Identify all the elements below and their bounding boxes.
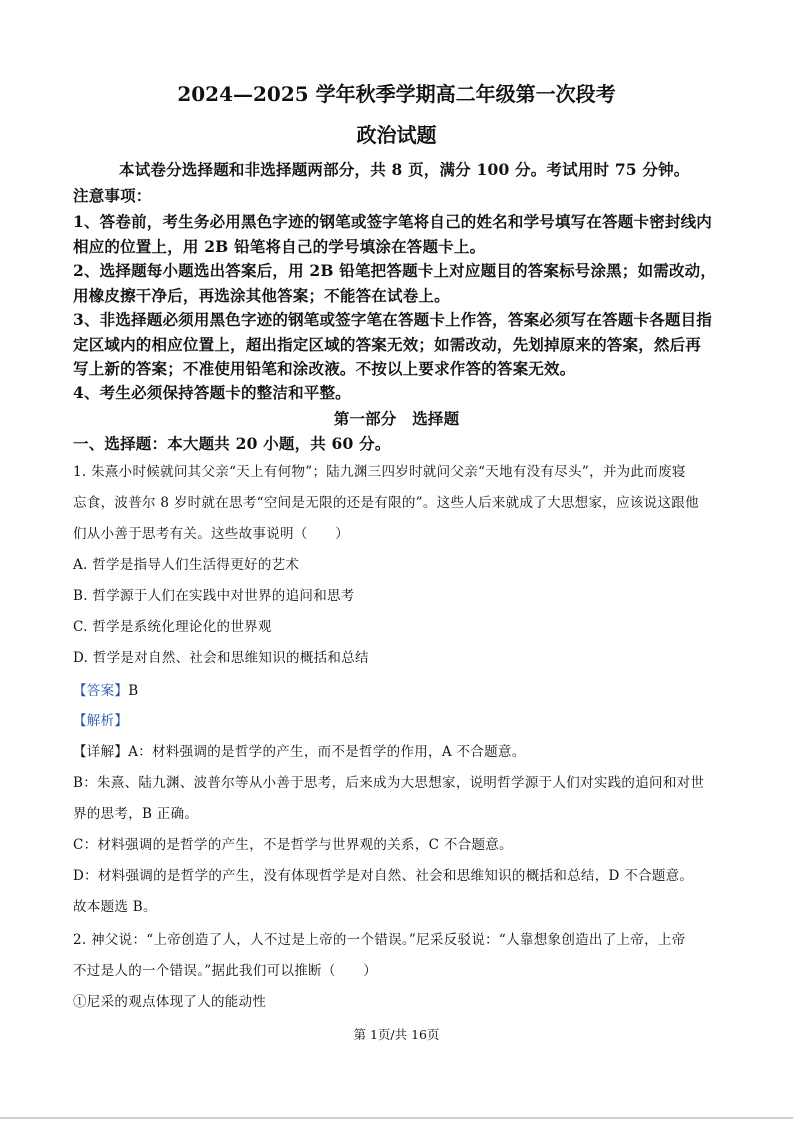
notice-line: 4、考生必须保持答题卡的整洁和平整。 — [73, 383, 351, 402]
notice-line: 相应的位置上，用 2B 铅笔将自己的学号填涂在答题卡上。 — [73, 237, 486, 256]
exam-subject: 政治试题 — [356, 123, 437, 147]
question-1-option-a: A. 哲学是指导人们生活得更好的艺术 — [73, 557, 300, 573]
question-2-stem: 不过是人的一个错误。”据此我们可以推断（ ） — [73, 963, 378, 979]
explanation-line: 【详解】A：材料强调的是哲学的产生，而不是哲学的作用，A 不合题意。 — [73, 744, 526, 760]
exam-title: 2024—2025 学年秋季学期高二年级第一次段考 — [177, 82, 616, 106]
notice-line: 写上新的答案；不准使用铅笔和涂改液。不按以上要求作答的答案无效。 — [73, 359, 576, 378]
notice-line: 2、选择题每小题选出答案后，用 2B 铅笔把答题卡上对应题目的答案标号涂黑；如需改动， — [73, 261, 717, 280]
question-1-stem: 们从小善于思考有关。这些故事说明（ ） — [73, 526, 349, 542]
section-title: 一、选择题：本大题共 20 小题，共 60 分。 — [73, 434, 391, 453]
notice-line: 定区域内的相应位置上，超出指定区域的答案无效；如需改动，先划掉原来的答案，然后再 — [73, 335, 702, 354]
question-2-stem: 2. 神父说：“上帝创造了人，人不过是上帝的一个错误。”尼采反驳说：“人靠想象创造出了上帝，上帝 — [73, 932, 686, 948]
page-number: 第 1页/共 16页 — [353, 1027, 440, 1042]
question-1-option-c: C. 哲学是系统化理论化的世界观 — [73, 619, 272, 635]
explanation-line: 故本题选 B。 — [73, 899, 157, 915]
explanation-line: B：朱熹、陆九渊、波普尔等从小善于思考，后来成为大思想家，说明哲学源于人们对实践的追问和对世 — [73, 775, 705, 791]
intro-text: 本试卷分选择题和非选择题两部分，共 8 页，满分 100 分。考试用时 75 分钟。 — [119, 160, 690, 179]
answer-label: 【答案】 — [73, 683, 129, 699]
answer-value: B — [128, 683, 139, 699]
explanation-line: 界的思考，B 正确。 — [73, 806, 199, 822]
page-bottom-divider — [0, 1117, 793, 1119]
answer-line — [73, 679, 138, 699]
explanation-line: D：材料强调的是哲学的产生，没有体现哲学是对自然、社会和思维知识的概括和总结，D 不合题意。 — [73, 868, 694, 884]
question-1-stem: 忘食，波普尔 8 岁时就在思考“空间是无限的还是有限的”。这些人后来就成了大思想家，应该说这跟他 — [73, 495, 699, 511]
part-title: 第一部分 选择题 — [333, 409, 460, 428]
analysis-label: 【解析】 — [73, 713, 129, 729]
explanation-line: C：材料强调的是哲学的产生，不是哲学与世界观的关系，C 不合题意。 — [73, 837, 513, 853]
notice-line: 3、非选择题必须用黑色字迹的钢笔或签字笔在答题卡上作答，答案必须写在答题卡各题目指 — [73, 310, 712, 329]
question-2-option-1: ①尼采的观点体现了人的能动性 — [73, 994, 267, 1010]
notice-heading: 注意事项： — [73, 186, 152, 205]
question-1-stem: 1. 朱熹小时候就问其父亲“天上有何物”；陆九渊三四岁时就问父亲“天地有没有尽头”，并为此而废寝 — [73, 464, 686, 480]
question-1-option-d: D. 哲学是对自然、社会和思维知识的概括和总结 — [73, 650, 369, 666]
notice-line: 用橡皮擦干净后，再选涂其他答案；不能答在试卷上。 — [73, 286, 450, 305]
notice-line: 1、答卷前，考生务必用黑色字迹的钢笔或签字笔将自己的姓名和学号填写在答题卡密封线内 — [73, 212, 712, 231]
question-1-option-b: B. 哲学源于人们在实践中对世界的追问和思考 — [73, 588, 355, 604]
